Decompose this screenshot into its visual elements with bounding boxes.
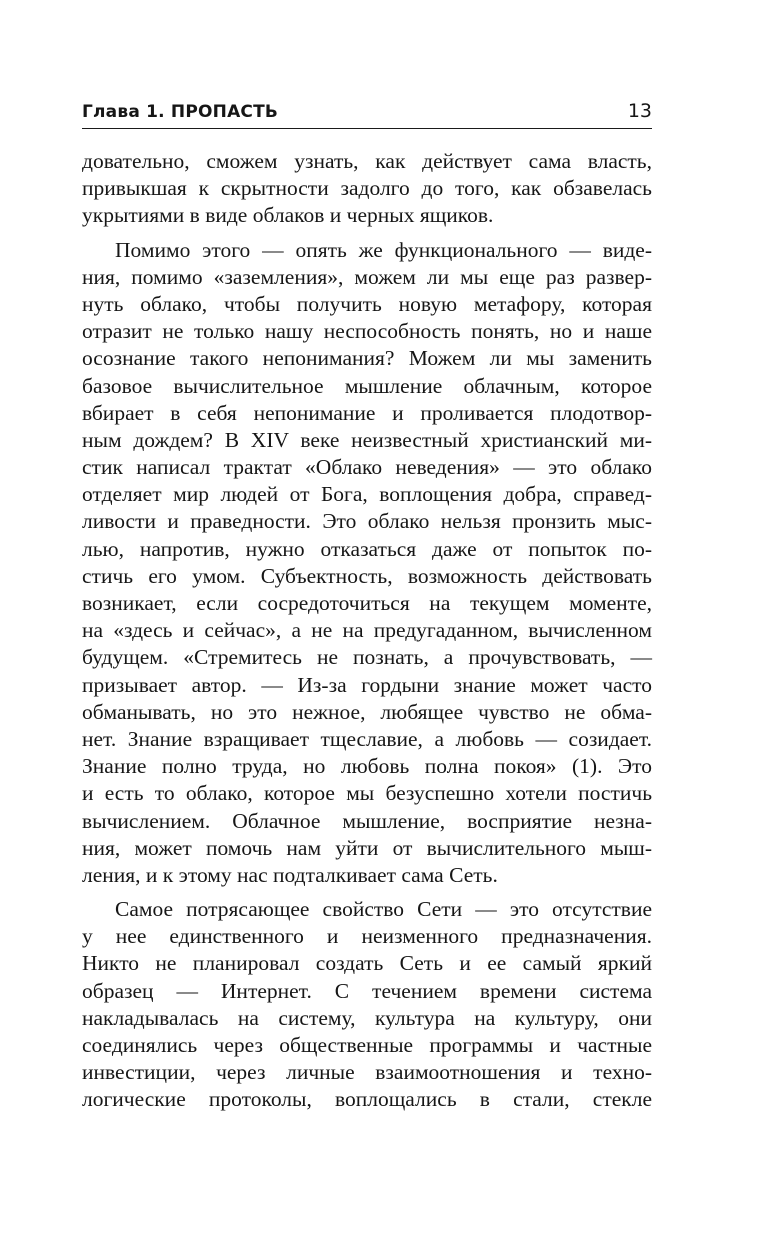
text-line: ления, и к этому нас подталкивает сама Сеть.	[82, 862, 498, 887]
text-line: привыкшая к скрытности задолго до того, как обзавелась	[82, 176, 652, 201]
running-header	[82, 98, 652, 129]
text-line: Никто не планировал создать Сеть и ее самый яркий	[82, 951, 652, 976]
text-line: довательно, сможем узнать, как действует сама власть,	[82, 149, 652, 173]
paragraph	[82, 896, 652, 1114]
page-number: 13	[627, 100, 652, 122]
text-line: осознание такого непонимания? Можем ли мы заменить	[82, 346, 652, 371]
text-line: базовое вычислительное мышление облачным, которое	[82, 373, 652, 398]
text-line: соединялись через общественные программы и частные	[82, 1033, 652, 1057]
text-line: и есть то облако, которое мы безуспешно хотели постичь	[82, 781, 652, 806]
text-line: нуть облако, чтобы получить новую метафору, которая	[82, 291, 652, 316]
text-line: образец — Интернет. С течением времени система	[82, 978, 652, 1003]
text-line: лью, напротив, нужно отказаться даже от попыток по-	[82, 536, 652, 561]
text-line: Помимо этого — опять же функционального — виде-	[115, 237, 652, 262]
text-line: вычислением. Облачное мышление, восприятие незна-	[82, 808, 652, 833]
body-text	[82, 148, 652, 1114]
text-line: обманывать, но это нежное, любящее чувство не обма-	[82, 699, 652, 724]
text-line: инвестиции, через личные взаимоотношения и техно-	[82, 1060, 652, 1085]
text-line: отделяет мир людей от Бога, воплощения добра, справед-	[82, 482, 652, 507]
text-line: Знание полно труда, но любовь полна покоя» (1). Это	[82, 754, 652, 779]
text-line: ным дождем? В XIV веке неизвестный христианский ми-	[82, 427, 652, 452]
text-line: ния, помимо «заземления», можем ли мы еще раз развер-	[82, 264, 652, 289]
text-line: стичь его умом. Субъектность, возможность действовать	[82, 563, 652, 588]
text-line: накладывалась на систему, культура на культуру, они	[82, 1005, 652, 1030]
text-line: ния, может помочь нам уйти от вычислительного мыш-	[82, 835, 652, 860]
text-line: отразит не только нашу неспособность понять, но и наше	[82, 319, 652, 344]
text-line: стик написал трактат «Облако неведения» — это облако	[82, 455, 652, 480]
text-line: возникает, если сосредоточиться на текущем моменте,	[82, 591, 652, 615]
text-line: будущем. «Стремитесь не познать, а прочувствовать, —	[82, 645, 652, 670]
text-line: Самое потрясающее свойство Сети — это отсутствие	[115, 897, 652, 922]
text-line: призывает автор. — Из-за гордыни знание может часто	[82, 672, 652, 697]
text-line: у нее единственного и неизменного предназначения.	[82, 924, 652, 949]
text-line: укрытиями в виде облаков и черных ящиков.	[82, 203, 494, 228]
text-line: нет. Знание взращивает тщеславие, а любовь — созидает.	[82, 726, 652, 751]
text-line: ливости и праведности. Это облако нельзя пронзить мыс-	[82, 509, 652, 534]
text-line: на «здесь и сейчас», а не на предугаданном, вычисленном	[82, 618, 652, 643]
paragraph	[82, 148, 652, 230]
text-line: логические протоколы, воплощались в стали, стекле	[82, 1087, 652, 1112]
chapter-title: Глава 1. ПРОПАСТЬ	[82, 102, 279, 122]
paragraph	[82, 237, 652, 890]
text-line: вбирает в себя непонимание и проливается плодотвор-	[82, 400, 652, 425]
